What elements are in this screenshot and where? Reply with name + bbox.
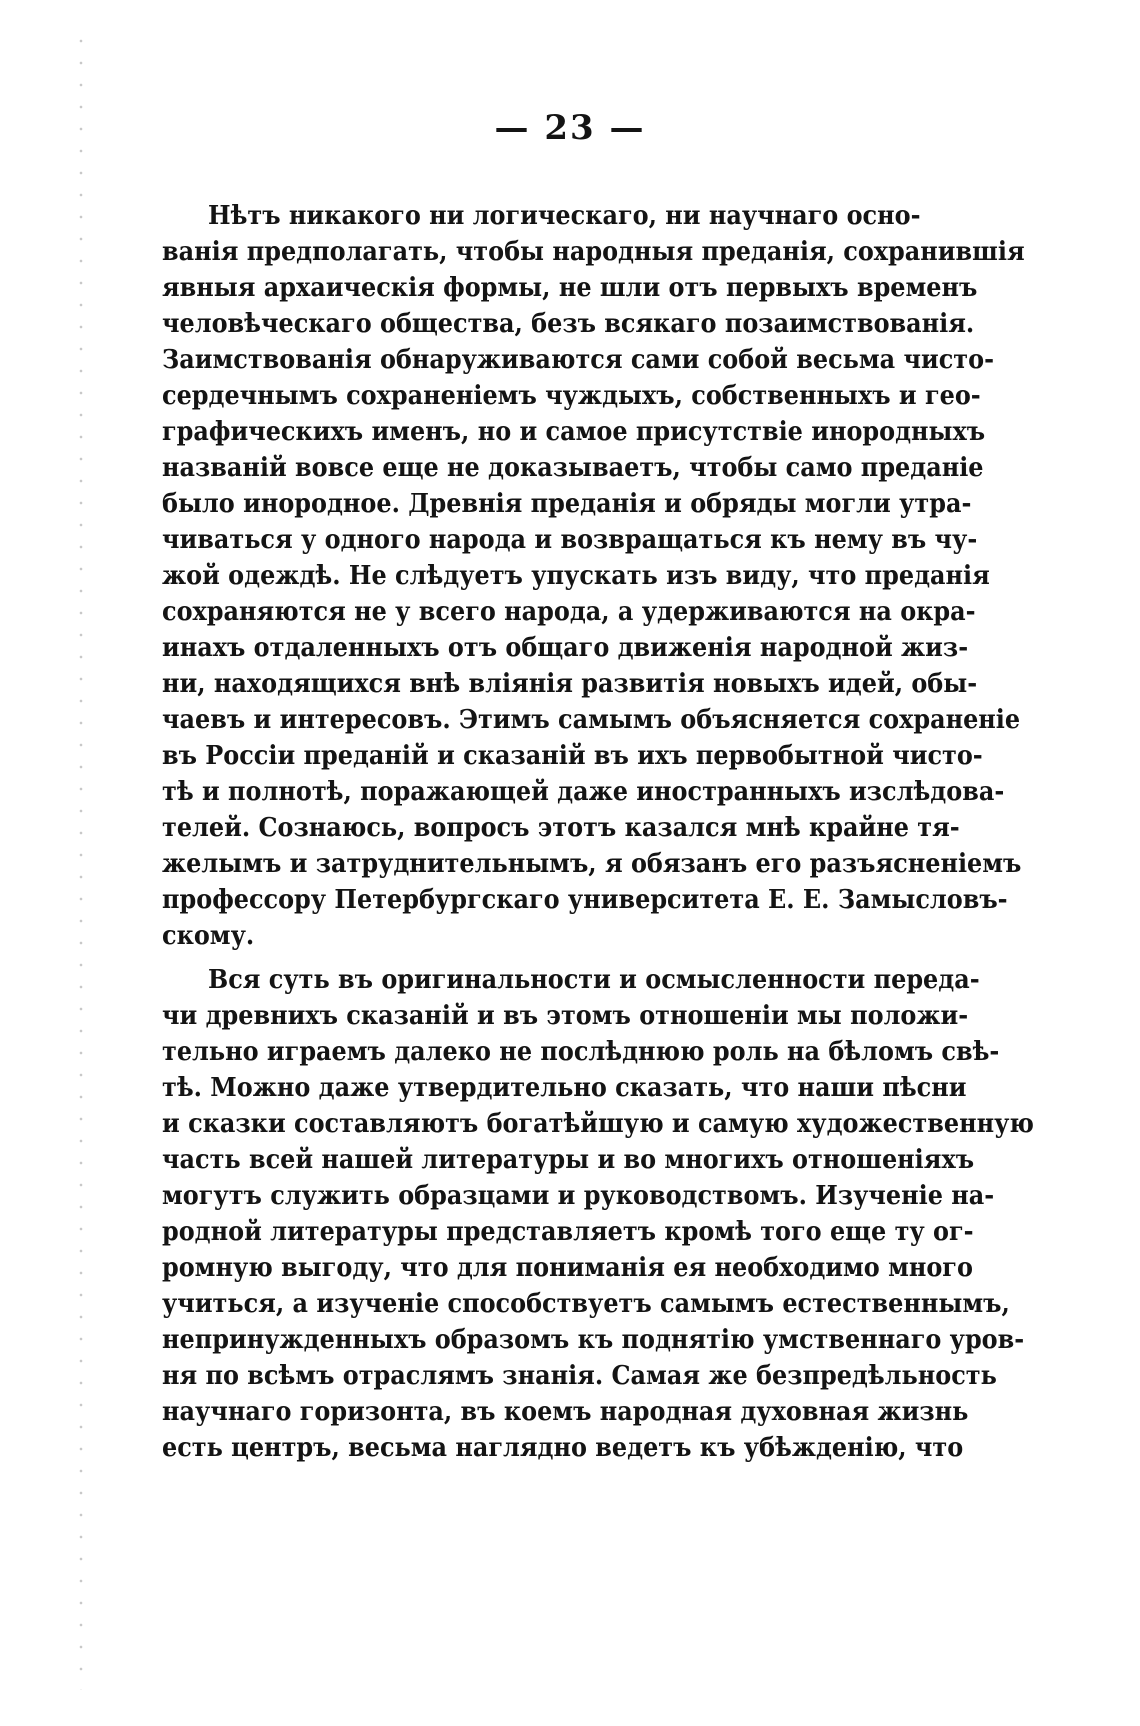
text-line: названій вовсе еще не доказываетъ, чтобы само преданіе xyxy=(162,453,984,483)
text-line: ни, находящихся внѣ вліянія развитія новыхъ идей, обы- xyxy=(162,669,978,699)
text-line: часть всей нашей литературы и во многихъ отношеніяхъ xyxy=(162,1145,975,1175)
text-line: было инородное. Древнія преданія и обряды могли утра- xyxy=(162,489,972,519)
text-line: Вся суть въ оригинальности и осмысленности переда- xyxy=(208,965,980,995)
paragraph-gap xyxy=(162,954,920,962)
text-line: тельно играемъ далеко не послѣднюю роль на бѣломъ свѣ- xyxy=(162,1037,1000,1067)
text-line: ромную выгоду, что для пониманія ея необходимо много xyxy=(162,1253,973,1283)
text-line: сохраняются не у всего народа, а удерживаются на окра- xyxy=(162,597,976,627)
text-line: тѣ и полнотѣ, поражающей даже иностранныхъ изслѣдова- xyxy=(162,777,1005,807)
text-line: сердечнымъ сохраненіемъ чуждыхъ, собственныхъ и гео- xyxy=(162,381,981,411)
text-line: ванія предполагать, чтобы народныя преданія, сохранившія xyxy=(162,237,1025,267)
text-line: профессору Петербургскаго университета Е. Е. Замысловъ- xyxy=(162,885,1008,915)
page-number: — 23 — xyxy=(494,108,646,148)
text-line: могутъ служить образцами и руководствомъ. Изученіе на- xyxy=(162,1181,995,1211)
text-line: скому. xyxy=(162,921,255,951)
text-line: непринужденныхъ образомъ къ поднятію умственнаго уров- xyxy=(162,1325,1025,1355)
text-line: и сказки составляютъ богатѣйшую и самую художественную xyxy=(162,1109,1034,1139)
paragraph-1 xyxy=(162,198,1025,954)
text-line: явныя архаическія формы, не шли отъ первыхъ временъ xyxy=(162,273,978,303)
paragraph-2 xyxy=(162,962,1034,1466)
text-line: Нѣтъ никакого ни логическаго, ни научнаго осно- xyxy=(208,201,921,231)
text-line: желымъ и затруднительнымъ, я обязанъ его разъясненіемъ xyxy=(162,849,1022,879)
text-line: чи древнихъ сказаній и въ этомъ отношеніи мы положи- xyxy=(162,1001,969,1031)
text-line: ня по всѣмъ отраслямъ знанія. Самая же безпредѣльность xyxy=(162,1361,997,1391)
text-line: чиваться у одного народа и возвращаться къ нему въ чу- xyxy=(162,525,978,555)
text-line: учиться, а изученіе способствуетъ самымъ естественнымъ, xyxy=(162,1289,1010,1319)
text-line: человѣческаго общества, безъ всякаго позаимствованія. xyxy=(162,309,975,339)
text-line: Заимствованія обнаруживаются сами собой весьма чисто- xyxy=(162,345,994,375)
text-line: есть центръ, весьма наглядно ведетъ къ убѣжденію, что xyxy=(162,1433,964,1463)
margin-scan-artifact xyxy=(78,30,84,1690)
text-line: родной литературы представляетъ кромѣ того еще ту ог- xyxy=(162,1217,974,1247)
body-text xyxy=(162,198,1034,1466)
text-line: жой одеждѣ. Не слѣдуетъ упускать изъ виду, что преданія xyxy=(162,561,990,591)
text-line: тѣ. Можно даже утвердительно сказать, что наши пѣсни xyxy=(162,1073,967,1103)
text-line: телей. Сознаюсь, вопросъ этотъ казался мнѣ крайне тя- xyxy=(162,813,960,843)
text-line: инахъ отдаленныхъ отъ общаго движенія народной жиз- xyxy=(162,633,969,663)
text-line: чаевъ и интересовъ. Этимъ самымъ объясняется сохраненіе xyxy=(162,705,1021,735)
text-line: въ Россіи преданій и сказаній въ ихъ первобытной чисто- xyxy=(162,741,983,771)
text-line: научнаго горизонта, въ коемъ народная духовная жизнь xyxy=(162,1397,969,1427)
text-line: графическихъ именъ, но и самое присутствіе инородныхъ xyxy=(162,417,986,447)
